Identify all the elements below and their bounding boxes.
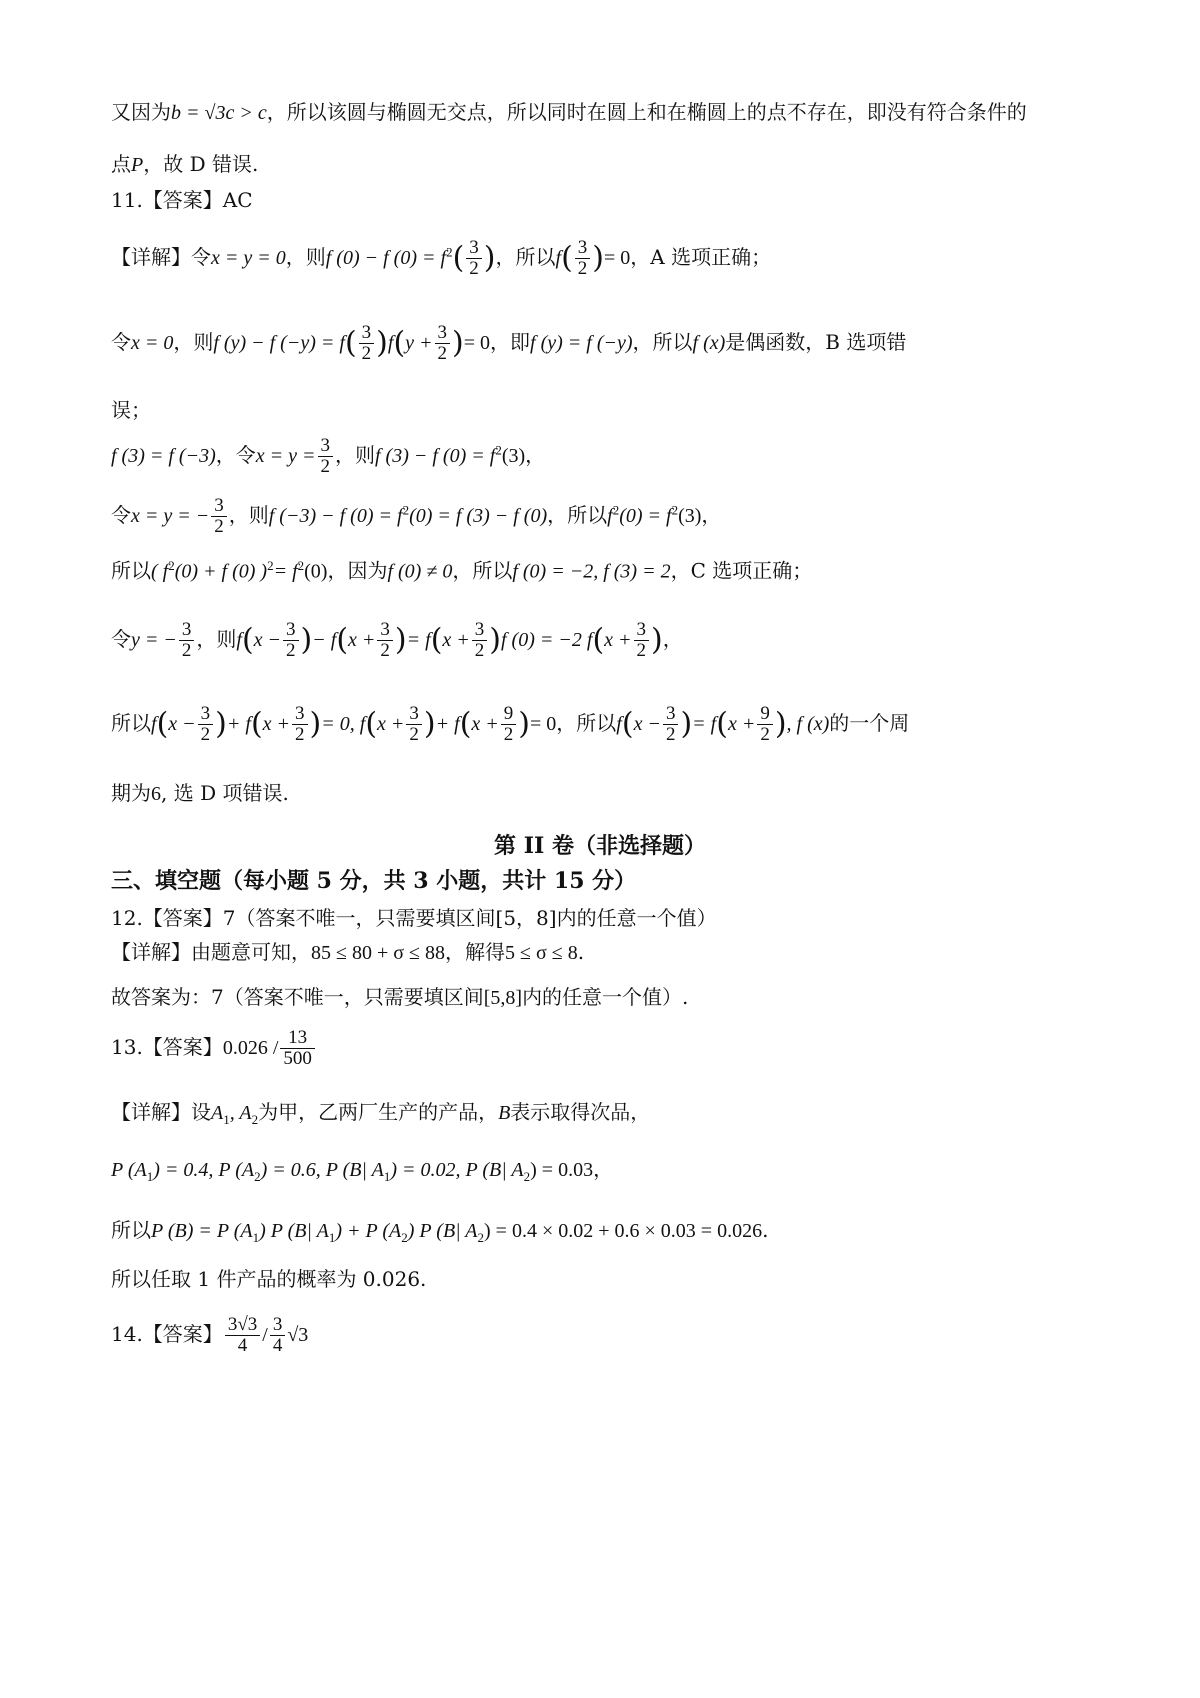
part-heading <box>0 833 1200 859</box>
text-line <box>111 781 289 806</box>
fraction <box>225 1315 260 1356</box>
text-line <box>111 1218 768 1246</box>
text: . <box>762 1218 769 1242</box>
math-inline: x + <box>262 712 291 735</box>
subscript: 2 <box>251 1112 259 1127</box>
text: ，令 <box>215 442 256 467</box>
text: 又因为 <box>111 100 171 124</box>
text: 令 <box>111 502 131 527</box>
math-inline: 5 ≤ σ ≤ 8 <box>505 942 578 964</box>
math-inline: (3) <box>501 444 526 467</box>
text-line <box>111 398 151 422</box>
text: , 选 D 项错误. <box>161 781 289 805</box>
denominator: 2 <box>181 639 192 661</box>
denominator: 2 <box>636 639 647 661</box>
text: 【详解】令 <box>111 244 211 269</box>
math-inline: = f <box>273 560 298 583</box>
fraction <box>280 1028 315 1069</box>
math-inline: f (y) − f (−y) = f <box>213 331 345 354</box>
math-inline: P (B) = P (A <box>151 1220 253 1242</box>
exponent: 2 <box>495 442 502 458</box>
text-line <box>111 436 545 477</box>
math-inline: f (x) <box>692 331 726 354</box>
numerator: 3 <box>292 704 308 725</box>
math-inline: B <box>498 1102 511 1124</box>
subscript: 2 <box>254 1169 261 1184</box>
denominator: 2 <box>760 723 770 745</box>
denominator: 2 <box>503 723 514 745</box>
exponent: 2 <box>402 502 410 518</box>
text: . <box>577 940 585 964</box>
text: ，所以 <box>632 329 693 354</box>
math-inline: f <box>151 712 157 735</box>
math-inline: 0.026 / <box>222 1036 279 1059</box>
math-inline: x + <box>377 712 405 735</box>
text: 【详解】设 <box>111 1100 211 1124</box>
numerator: 3 <box>179 620 195 641</box>
denominator: 2 <box>474 639 485 661</box>
math-inline: (3) <box>678 504 702 527</box>
math-inline: f (0) ≠ 0 <box>387 560 453 583</box>
text: ，则 <box>173 329 214 354</box>
math-inline: x = y = <box>255 444 316 467</box>
text: 故答案为：7（答案不唯一，只需要填区间 <box>111 985 484 1009</box>
section-heading <box>111 868 636 894</box>
math-inline: (0) + f (0) ) <box>174 560 268 583</box>
numerator: 3 <box>211 496 227 517</box>
text: ，所以 <box>495 244 556 269</box>
numerator: 9 <box>757 704 773 725</box>
text-line <box>111 1100 650 1128</box>
numerator: 3 <box>663 704 679 725</box>
math-inline: √3 <box>287 1323 309 1346</box>
denominator: 2 <box>380 639 390 661</box>
denominator: 2 <box>577 257 588 279</box>
answer-label: 13.【答案】 <box>111 1034 223 1059</box>
numerator: 3 <box>198 704 214 725</box>
fraction <box>211 496 227 537</box>
fraction <box>292 704 308 745</box>
text-line <box>111 100 1027 125</box>
fraction <box>472 620 488 661</box>
fraction <box>406 704 422 745</box>
text: ， <box>662 626 683 651</box>
denominator: 2 <box>214 515 224 537</box>
math-inline: ) = 0.03 <box>530 1159 594 1181</box>
fraction <box>501 704 517 745</box>
fraction <box>198 704 214 745</box>
math-inline: = 0 <box>463 331 491 354</box>
numerator: 3 <box>406 704 422 725</box>
numerator: 3 <box>283 620 299 641</box>
math-inline: x + <box>727 712 756 735</box>
text: 为甲，乙两厂生产的产品， <box>258 1100 499 1124</box>
subscript: 1 <box>383 1169 391 1184</box>
math-inline: ) = 0.4 × 0.02 + 0.6 × 0.03 = 0.026 <box>484 1220 763 1242</box>
text: ，所以 <box>556 710 617 735</box>
subscript: 1 <box>252 1230 260 1245</box>
numerator: 3 <box>472 620 488 641</box>
math-inline: = 0 <box>604 246 631 269</box>
fraction <box>435 323 451 364</box>
fraction <box>575 238 591 279</box>
text-line: 令y = − $\frac{3}{2}$ ，则f(x − $\frac{3}{2}$ )− f(x + $\frac{3}{2}$ )= f(x + $\frac{3}{2}$ )f (0) = −2 f(x + $\frac{3}{2}$ )， <box>111 619 683 661</box>
math-inline: f <box>616 712 622 735</box>
math-inline: ( f <box>151 560 169 583</box>
text: ，所以该圆与椭圆无交点，所以同时在圆上和在椭圆上的点不存在，即没有符合条件的 <box>266 100 1027 124</box>
math-inline: b = √3c > c <box>171 102 267 124</box>
text: ， <box>525 442 546 467</box>
text: 令 <box>111 626 131 651</box>
text: 的一个周 <box>829 710 910 735</box>
numerator: 3 <box>466 238 482 259</box>
math-inline: x + <box>471 712 499 735</box>
math-inline: P (A <box>111 1159 147 1181</box>
fraction <box>466 238 482 279</box>
denominator: 2 <box>409 723 419 745</box>
math-inline: = 0 <box>530 712 557 735</box>
answer-label: 12.【答案】7（答案不唯一，只需要填区间[5，8]内的任意一个值） <box>111 906 717 930</box>
math-inline: x + <box>348 628 376 651</box>
math-inline: f (0) − f (0) = f <box>325 246 447 269</box>
math-inline: [5,8] <box>483 987 523 1009</box>
text-line <box>111 940 584 965</box>
math-inline: (0) = f <box>619 504 672 527</box>
text-line <box>111 558 812 584</box>
math-inline: x + <box>442 628 470 651</box>
exponent: 2 <box>267 558 274 573</box>
math-inline: x − <box>633 712 661 735</box>
math-inline: = f <box>692 712 717 735</box>
text-line: 所以f(x − $\frac{3}{2}$ )+ f(x + $\frac{3}{2}$ )= 0, f(x + $\frac{3}{2}$ )+ f(x + $\frac{9}{2}$ )= 0，所以f(x − $\frac{3}{2}$ )= f(x + $\frac{9}{2}$ ), f (x)的一个周 <box>111 703 910 745</box>
math-inline: P <box>131 154 144 176</box>
denominator: 2 <box>469 257 479 279</box>
denominator: 4 <box>237 1334 248 1356</box>
fraction <box>318 436 334 477</box>
math-inline: + f <box>226 712 251 735</box>
text-line <box>111 1157 613 1185</box>
math-inline: x = y = − <box>131 504 210 527</box>
denominator: 500 <box>283 1047 312 1069</box>
text-line <box>111 1267 426 1291</box>
answer-14 <box>111 1315 308 1356</box>
denominator: 2 <box>286 639 296 661</box>
denominator: 2 <box>665 723 676 745</box>
exponent: 2 <box>671 502 679 518</box>
math-inline: , A <box>229 1102 252 1124</box>
math-inline: ) P (B| A <box>407 1220 478 1242</box>
math-inline: f (3) = f (−3) <box>111 444 216 467</box>
denominator: 2 <box>200 723 211 745</box>
math-inline: x = 0 <box>131 331 174 354</box>
math-inline: f (0) = −2, f (3) = 2 <box>512 560 671 583</box>
text: ，所以 <box>452 558 513 583</box>
text: 所以任取 1 件产品的概率为 0.026. <box>111 1267 427 1291</box>
numerator: 3 <box>270 1315 286 1336</box>
heading-text: 三、填空题（每小题 5 分，共 3 小题，共计 15 分） <box>111 868 637 894</box>
text: 所以 <box>111 710 151 735</box>
fraction <box>270 1315 286 1356</box>
fraction <box>663 704 679 745</box>
math-inline: f <box>607 504 613 527</box>
text: 表示取得次品， <box>510 1100 651 1124</box>
math-inline: x − <box>253 628 282 651</box>
math-inline: = f <box>406 628 431 651</box>
text: ，A 选项正确； <box>630 244 772 269</box>
math-inline: ) = 0.02, P (B| A <box>390 1159 524 1181</box>
denominator: 2 <box>320 455 330 477</box>
math-inline: , f (x) <box>786 712 830 735</box>
exponent: 2 <box>612 502 620 518</box>
text: ， <box>593 1157 614 1181</box>
numerator: 3 <box>359 323 375 344</box>
math-inline: (0) <box>304 560 328 583</box>
answer-11 <box>111 188 253 212</box>
math-inline: / <box>262 1323 268 1346</box>
numerator: 3 <box>575 238 591 259</box>
math-inline: f <box>555 246 562 269</box>
fraction <box>634 620 650 661</box>
fraction <box>757 704 773 745</box>
text: ，则 <box>196 626 237 651</box>
text: 点 <box>111 152 131 176</box>
text: 【详解】由题意可知， <box>111 940 311 964</box>
math-inline: f (−3) − f (0) = f <box>268 504 403 527</box>
math-inline: (0) = f (3) − f (0) <box>409 504 548 527</box>
denominator: 2 <box>295 723 305 745</box>
math-inline: f (y) = f (−y) <box>530 331 633 354</box>
math-inline: + f <box>435 712 460 735</box>
answer-label: 14.【答案】 <box>111 1321 223 1346</box>
subscript: 1 <box>223 1112 230 1127</box>
math-inline: ) = 0.6, P (B| A <box>260 1159 384 1181</box>
text: 期为 <box>111 781 151 805</box>
math-inline: f (3) − f (0) = f <box>375 444 496 467</box>
math-inline: f <box>387 331 394 354</box>
text-line: 令x = 0，则f (y) − f (−y) = f( $\frac{3}{2}$ )f(y + $\frac{3}{2}$ )= 0，即f (y) = f (−y)，所以f (x)是偶函数，B 选项错 <box>111 322 907 364</box>
exponent: 2 <box>168 558 175 573</box>
math-inline: f <box>236 628 242 651</box>
numerator: 9 <box>501 704 517 725</box>
text: 所以 <box>111 1218 151 1242</box>
math-inline: 85 ≤ 80 + σ ≤ 88 <box>311 942 446 964</box>
text: 误； <box>111 398 151 422</box>
numerator: 3 <box>377 620 393 641</box>
math-inline: ) P (B| A <box>259 1220 329 1242</box>
math-inline: 6 <box>151 783 161 805</box>
subscript: 2 <box>523 1169 531 1184</box>
text: 是偶函数，B 选项错 <box>725 329 907 354</box>
text: ，故 D 错误. <box>143 152 259 176</box>
math-inline: f (0) = −2 f <box>501 628 593 651</box>
text: ，因为 <box>327 558 388 583</box>
text: ，则 <box>285 244 326 269</box>
math-inline: x − <box>168 712 196 735</box>
math-inline: x + <box>604 628 632 651</box>
numerator: 13 <box>280 1028 315 1049</box>
text: ， <box>701 502 722 527</box>
math-inline: − f <box>312 628 337 651</box>
exponent: 2 <box>297 558 305 573</box>
text: ，即 <box>490 329 531 354</box>
heading-text: 第 II 卷（非选择题） <box>494 833 706 859</box>
text-line <box>111 496 721 537</box>
denominator: 4 <box>272 1334 283 1356</box>
denominator: 2 <box>437 342 448 364</box>
math-inline: ) = 0.4, P (A <box>153 1159 255 1181</box>
fraction <box>377 620 393 661</box>
text-line: 【详解】令x = y = 0，则f (0) − f $(0) = f^2$( $\frac{3}{2}$ )，所以f( $\frac{3}{2}$ )= 0，A 选项正确； <box>111 237 772 279</box>
text: ，所以 <box>547 502 608 527</box>
math-inline: y + <box>405 331 433 354</box>
text: 令 <box>111 329 131 354</box>
fraction <box>179 620 195 661</box>
answer-13 <box>111 1028 317 1069</box>
fraction <box>283 620 299 661</box>
text: ，C 选项正确； <box>670 558 813 583</box>
numerator: 3√3 <box>225 1315 260 1336</box>
text: ，则 <box>228 502 269 527</box>
exponent: 2 <box>446 244 453 260</box>
denominator: 2 <box>361 342 372 364</box>
text-line <box>111 985 688 1010</box>
subscript: 1 <box>328 1230 336 1245</box>
numerator: 3 <box>318 436 334 457</box>
math-inline: ) + P (A <box>335 1220 402 1242</box>
text: ，则 <box>335 442 375 467</box>
text-line <box>111 152 258 177</box>
subscript: 2 <box>477 1230 485 1245</box>
math-inline: A <box>211 1102 224 1124</box>
answer-12 <box>111 906 717 930</box>
subscript: 2 <box>401 1230 408 1245</box>
text: 内的任意一个值）. <box>522 985 689 1009</box>
text: ，解得 <box>445 940 506 964</box>
math-inline: x = y = 0 <box>211 246 286 269</box>
math-inline: y = − <box>131 628 177 651</box>
subscript: 1 <box>146 1169 154 1184</box>
numerator: 3 <box>634 620 650 641</box>
text: 所以 <box>111 558 151 583</box>
answer-label: 11.【答案】AC <box>111 188 253 212</box>
fraction <box>359 323 375 364</box>
numerator: 3 <box>435 323 451 344</box>
math-inline: = 0, f <box>321 712 366 735</box>
